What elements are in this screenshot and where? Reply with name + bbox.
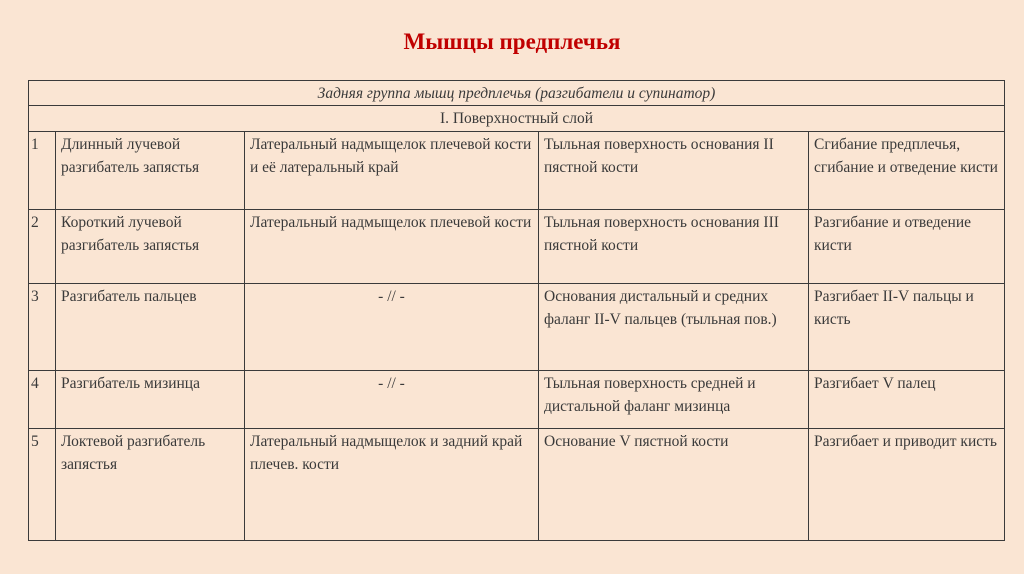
muscle-name: Длинный лучевой разгибатель запястья	[56, 132, 245, 210]
muscle-function: Разгибает и приводит кисть	[809, 429, 1005, 541]
muscles-table	[28, 80, 1005, 541]
muscle-insertion: Тыльная поверхность основания III пястной кости	[539, 210, 809, 284]
group-header-row	[29, 81, 1005, 106]
section-header: I. Поверхностный слой	[29, 106, 1005, 132]
muscle-name: Локтевой разгибатель запястья	[56, 429, 245, 541]
table-row	[29, 429, 1005, 541]
page-title: Мышцы предплечья	[403, 29, 621, 54]
muscle-origin: - // -	[245, 371, 539, 429]
muscle-function: Сгибание предплечья, сгибание и отведение кисти	[809, 132, 1005, 210]
table-row	[29, 132, 1005, 210]
row-number: 5	[29, 429, 56, 541]
row-number: 2	[29, 210, 56, 284]
muscle-insertion: Основание V пястной кости	[539, 429, 809, 541]
muscle-origin: Латеральный надмыщелок плечевой кости	[245, 210, 539, 284]
muscle-origin: Латеральный надмыщелок плечевой кости и её латеральный край	[245, 132, 539, 210]
muscle-origin: Латеральный надмыщелок и задний край плечев. кости	[245, 429, 539, 541]
muscle-function: Разгибает II-V пальцы и кисть	[809, 284, 1005, 371]
muscle-function: Разгибание и отведение кисти	[809, 210, 1005, 284]
muscle-insertion: Тыльная поверхность основания II пястной кости	[539, 132, 809, 210]
table-row	[29, 210, 1005, 284]
muscle-insertion: Основания дистальный и средних фаланг II-V пальцев (тыльная пов.)	[539, 284, 809, 371]
row-number: 4	[29, 371, 56, 429]
muscle-function: Разгибает V палец	[809, 371, 1005, 429]
muscle-name: Разгибатель мизинца	[56, 371, 245, 429]
table-row	[29, 284, 1005, 371]
group-header: Задняя группа мышц предплечья (разгибатели и супинатор)	[29, 81, 1005, 106]
row-number: 1	[29, 132, 56, 210]
muscle-origin: - // -	[245, 284, 539, 371]
muscle-insertion: Тыльная поверхность средней и дистальной фаланг мизинца	[539, 371, 809, 429]
table-row	[29, 371, 1005, 429]
muscle-name: Разгибатель пальцев	[56, 284, 245, 371]
row-number: 3	[29, 284, 56, 371]
section-header-row	[29, 106, 1005, 132]
muscle-name: Короткий лучевой разгибатель запястья	[56, 210, 245, 284]
